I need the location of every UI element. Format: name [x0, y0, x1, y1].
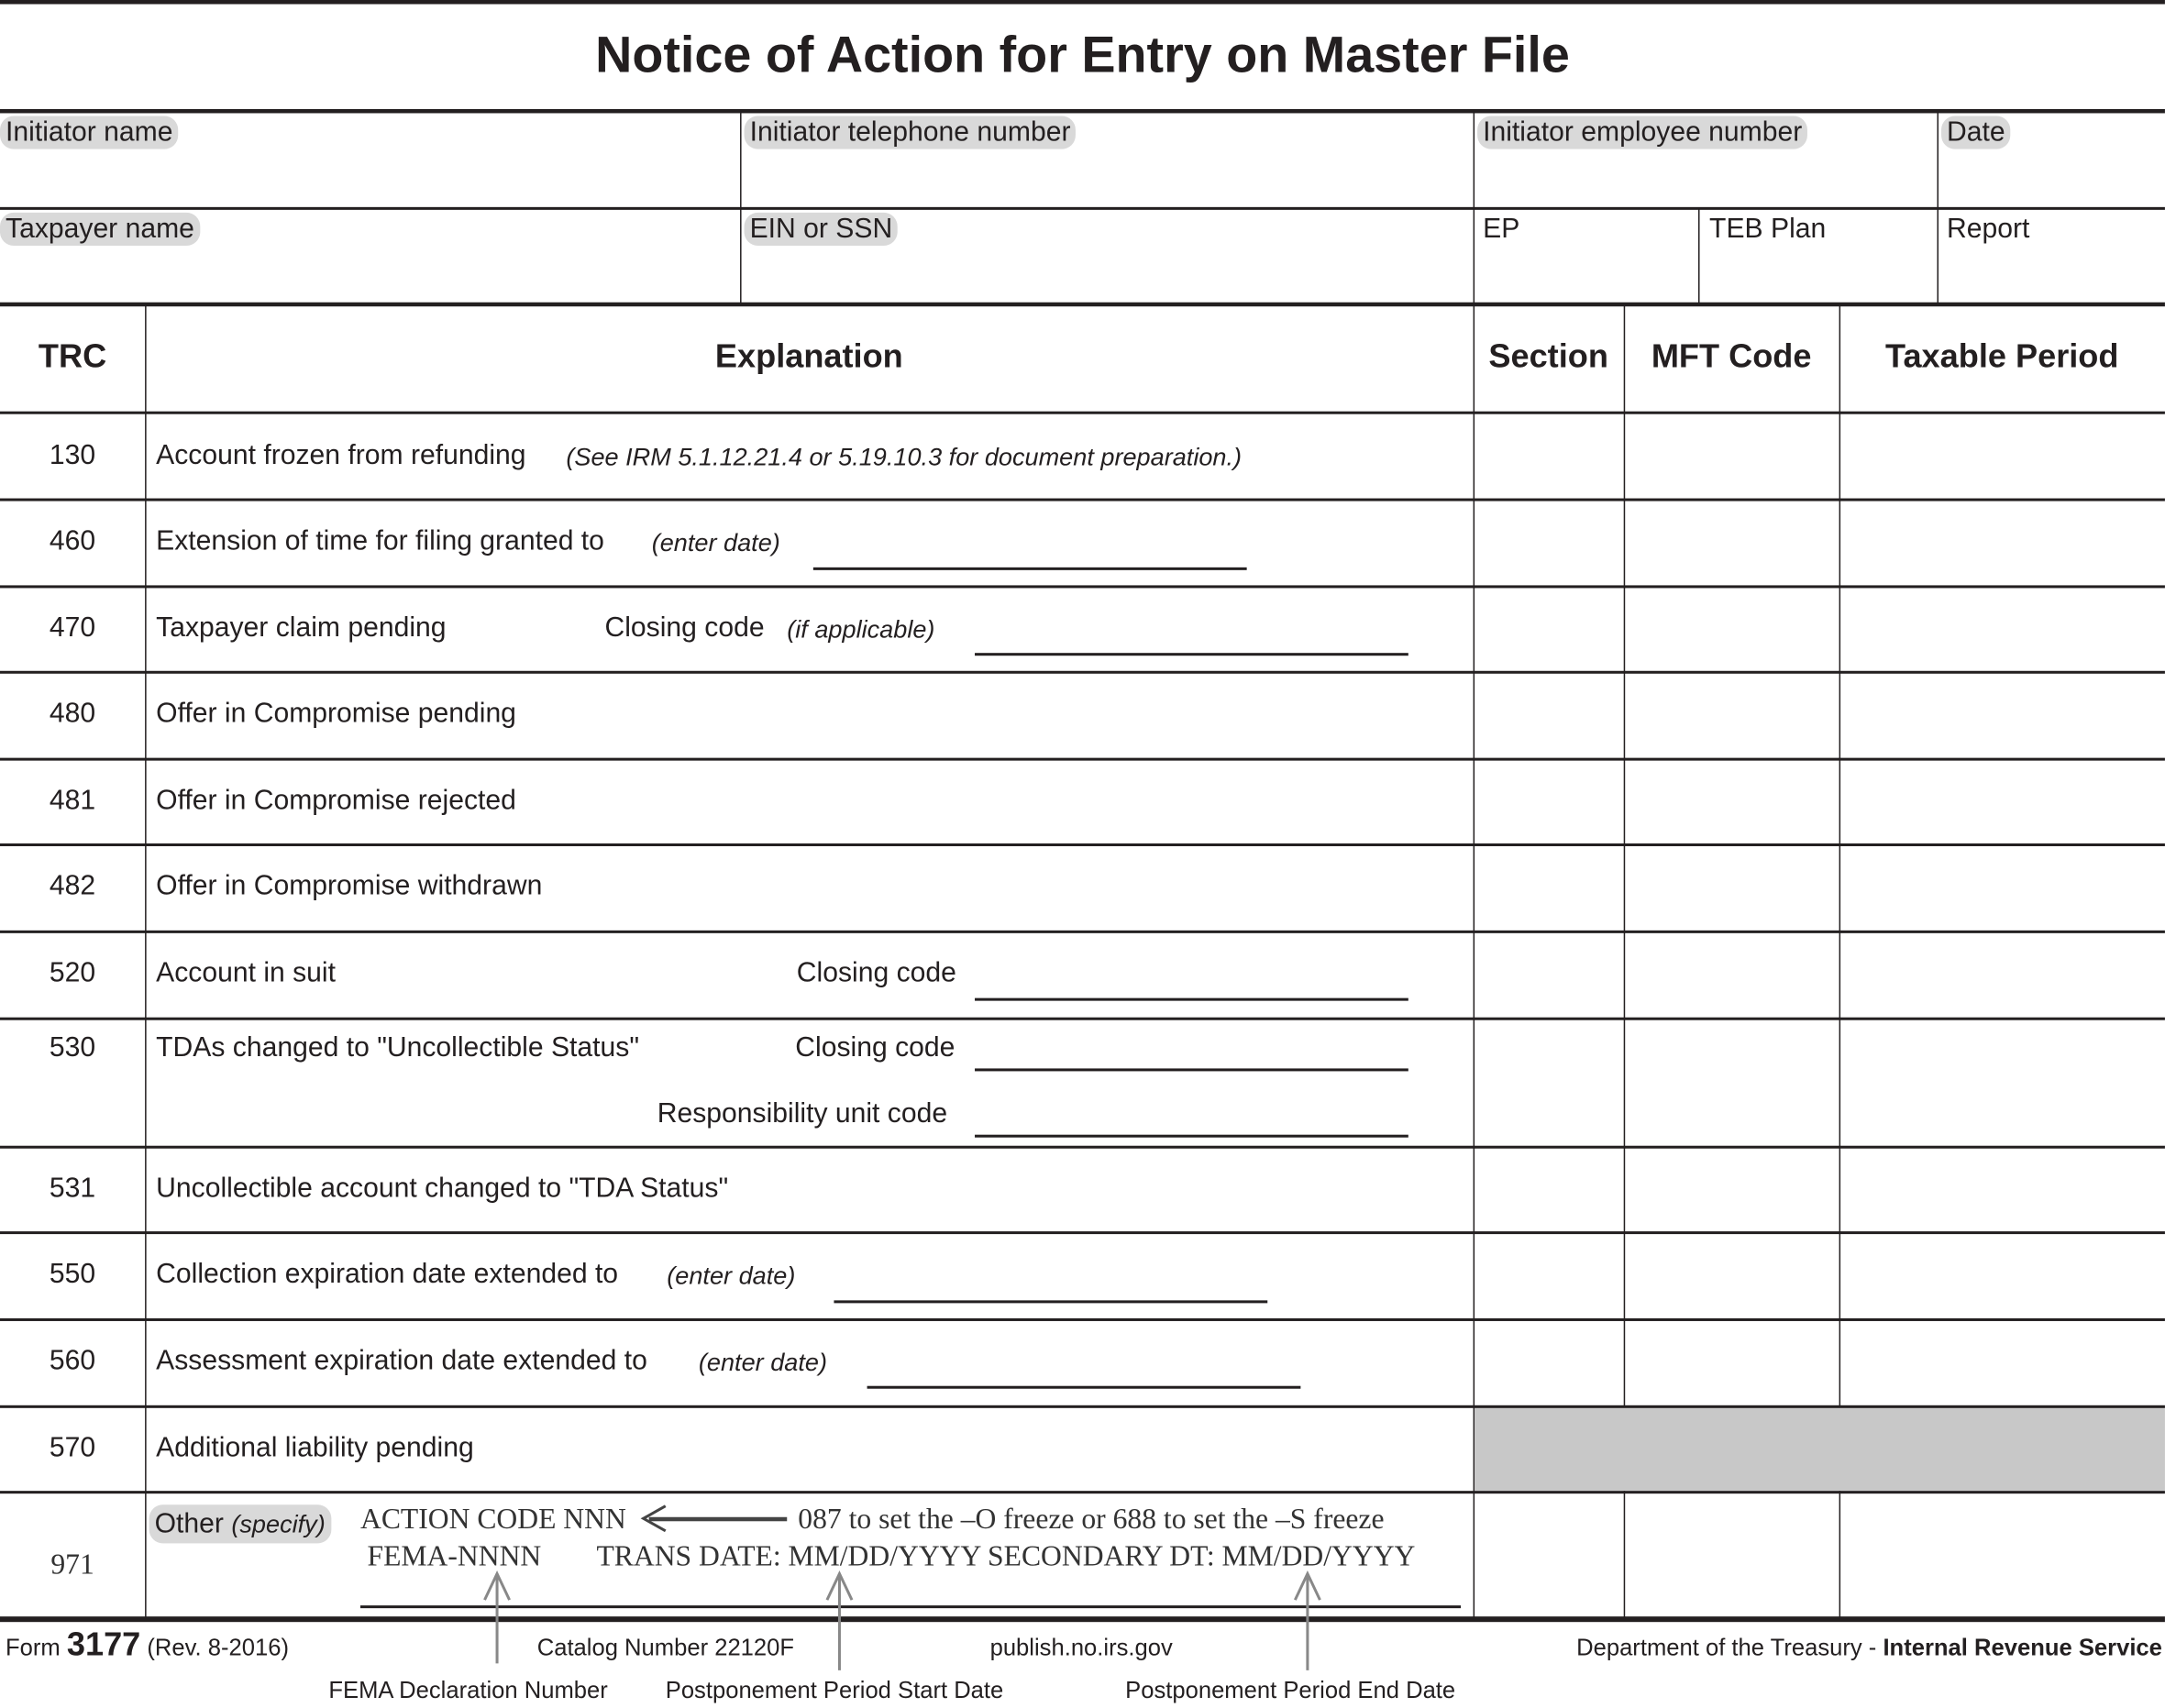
col-section: Section [1488, 337, 1608, 376]
taxpayer-name-label: Taxpayer name [0, 213, 200, 246]
col-taxable-period: Taxable Period [1885, 337, 2119, 376]
row-explanation: Taxpayer claim pending [156, 612, 447, 644]
divider [145, 305, 147, 1618]
row-note: (enter date) [667, 1262, 796, 1290]
top-border [0, 0, 2165, 5]
page-title: Notice of Action for Entry on Master File [595, 26, 1570, 83]
row-divider [0, 1491, 2165, 1493]
ein-ssn-label: EIN or SSN [745, 213, 899, 246]
row-note: (See IRM 5.1.12.21.4 or 5.19.10.3 for document preparation.) [566, 443, 1243, 471]
responsibility-unit-label: Responsibility unit code [657, 1098, 948, 1129]
row-explanation: Extension of time for filing granted to [156, 525, 604, 556]
col-trc: TRC [38, 337, 107, 376]
trc-code: 550 [49, 1259, 96, 1290]
divider [1698, 208, 1700, 303]
catalog-number: Catalog Number 22120F [536, 1634, 795, 1661]
row-divider [0, 1405, 2165, 1407]
form-label [6, 1625, 290, 1665]
closing-code-label: Closing code [604, 612, 765, 644]
col-explanation: Explanation [714, 337, 903, 376]
date-label: Date [1941, 116, 2011, 149]
trc-code: 460 [49, 525, 96, 556]
initiator-phone-label: Initiator telephone number [745, 116, 1077, 149]
row-explanation: Assessment expiration date extended to [156, 1346, 647, 1377]
form-word: Form [6, 1634, 61, 1661]
teb-plan-label: TEB Plan [1709, 214, 1827, 245]
divider [0, 109, 2165, 114]
trc-code: 130 [49, 440, 96, 471]
row-divider [0, 1231, 2165, 1233]
trc-code: 570 [49, 1432, 96, 1464]
divider [1937, 112, 1939, 303]
department [1576, 1632, 2162, 1665]
entry-line[interactable] [813, 567, 1247, 569]
row-note: (enter date) [698, 1349, 828, 1377]
trc-code: 480 [49, 698, 96, 730]
trc-code: 481 [49, 785, 96, 816]
row-explanation: TDAs changed to "Uncollectible Status" [156, 1032, 640, 1063]
end-date-label: Postponement Period End Date [1125, 1677, 1456, 1704]
row-explanation: Collection expiration date extended to [156, 1259, 619, 1290]
initiator-employee-label: Initiator employee number [1477, 116, 1807, 149]
col-mft-code: MFT Code [1651, 337, 1812, 376]
entry-line[interactable] [867, 1386, 1301, 1388]
entry-line[interactable] [834, 1300, 1267, 1302]
form-revision: (Rev. 8-2016) [147, 1634, 290, 1661]
row-divider [0, 931, 2165, 932]
row-note: (enter date) [651, 528, 780, 556]
row-explanation: Offer in Compromise pending [156, 698, 516, 730]
fema-declaration-label: FEMA Declaration Number [328, 1677, 608, 1704]
entry-line[interactable] [975, 653, 1408, 655]
row-divider [0, 758, 2165, 760]
trc-code: 560 [49, 1346, 96, 1377]
trc-code: 482 [49, 871, 96, 902]
row-divider [0, 843, 2165, 845]
row-explanation: Offer in Compromise rejected [156, 785, 516, 816]
arrow-head-icon [638, 1504, 668, 1534]
initiator-name-label: Initiator name [0, 116, 178, 149]
publish-url: publish.no.irs.gov [989, 1634, 1173, 1661]
entry-line[interactable] [975, 1068, 1408, 1070]
row-explanation: Additional liability pending [156, 1432, 474, 1464]
irs-text: Internal Revenue Service [1883, 1634, 2162, 1661]
divider [740, 112, 742, 303]
other-specify-label [149, 1504, 331, 1543]
row-divider [0, 585, 2165, 587]
left-arrow-icon [649, 1517, 788, 1521]
trc-code: 531 [49, 1173, 96, 1204]
entry-line[interactable] [975, 1135, 1408, 1137]
row-explanation: Offer in Compromise withdrawn [156, 871, 543, 902]
fema-text: FEMA-NNNN [367, 1538, 542, 1572]
row-divider [0, 671, 2165, 673]
trc-code: 470 [49, 612, 96, 644]
row-divider [0, 1018, 2165, 1019]
row-divider [0, 499, 2165, 501]
action-code-text: ACTION CODE NNN [359, 1502, 626, 1536]
ep-label: EP [1483, 214, 1520, 245]
row-explanation: Uncollectible account changed to "TDA Status" [156, 1173, 729, 1204]
form-number: 3177 [66, 1625, 141, 1664]
closing-code-label: Closing code [796, 957, 956, 989]
closing-code-label: Closing code [795, 1032, 955, 1063]
trc-code: 971 [50, 1547, 94, 1581]
specify-note: (specify) [231, 1510, 326, 1538]
row-explanation: Account in suit [156, 957, 337, 989]
entry-line[interactable] [975, 998, 1408, 1000]
start-date-label: Postponement Period Start Date [665, 1677, 1004, 1704]
row-note: (if applicable) [787, 615, 935, 644]
dept-text: Department of the Treasury - [1576, 1634, 1883, 1661]
row-explanation: Account frozen from refunding [156, 440, 526, 471]
row-divider [0, 1318, 2165, 1320]
shaded-cells [1475, 1406, 2165, 1491]
other-label: Other [154, 1508, 224, 1539]
trc-code: 520 [49, 957, 96, 989]
divider [0, 207, 2165, 209]
row-divider [0, 412, 2165, 413]
trc-code: 530 [49, 1032, 96, 1063]
report-label: Report [1947, 214, 2030, 245]
freeze-code-text: 087 to set the –O freeze or 688 to set the –S freeze [798, 1502, 1385, 1536]
row-divider [0, 1146, 2165, 1148]
dates-text: TRANS DATE: MM/DD/YYYY SECONDARY DT: MM/DD/YYYY [596, 1538, 1416, 1572]
